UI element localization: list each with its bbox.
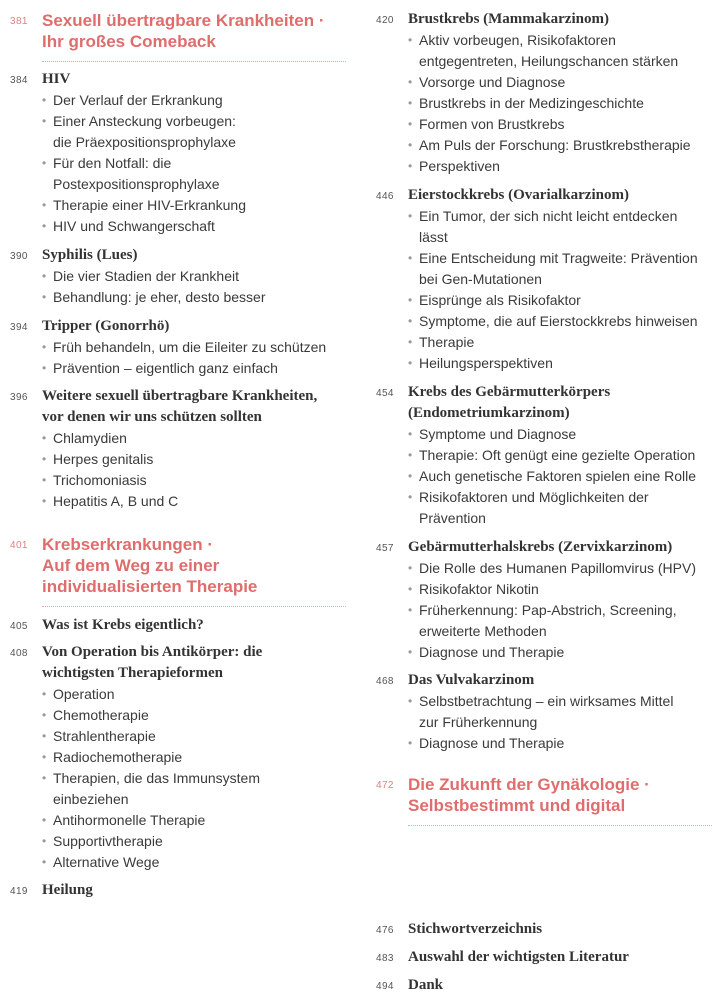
list-item[interactable]: • Supportivtherapie (42, 831, 356, 852)
chapter-title: Die Zukunft der Gynäkologie · Selbstbestimmt und digital (408, 775, 650, 815)
section-title: Auswahl der wichtigsten Literatur (408, 949, 629, 965)
list-item[interactable]: erweiterte Methoden (419, 623, 547, 639)
list-item[interactable]: • Formen von Brustkrebs (408, 114, 727, 135)
subsection-list (42, 90, 356, 237)
list-item[interactable]: • Chlamydien (42, 428, 356, 449)
list-item[interactable]: • Für den Notfall: die (42, 153, 356, 174)
page-number: 401 (10, 540, 28, 551)
list-item[interactable]: • Eisprünge als Risikofaktor (408, 290, 727, 311)
list-item[interactable]: • Früh behandeln, um die Eileiter zu schützen (42, 337, 356, 358)
list-item[interactable]: • Therapien, die das Immunsystem (42, 768, 356, 789)
list-item[interactable]: lässt (419, 229, 448, 245)
section-title: Brustkrebs (Mammakarzinom) (408, 11, 609, 27)
list-item[interactable]: • Antihormonelle Therapie (42, 810, 356, 831)
section-title: Gebärmutterhalskrebs (Zervixkarzinom) (408, 539, 673, 555)
subsection-list (42, 428, 356, 512)
list-item[interactable]: • Hepatitis A, B und C (42, 491, 356, 512)
list-item[interactable]: • Behandlung: je eher, desto besser (42, 287, 356, 308)
page-number: 408 (10, 648, 28, 659)
page-number: 381 (10, 16, 28, 27)
list-item[interactable]: • Therapie: Oft genügt eine gezielte Operation (408, 445, 727, 466)
list-item[interactable]: • Operation (42, 684, 356, 705)
subsection-list (408, 691, 727, 754)
list-item[interactable]: • Chemotherapie (42, 705, 356, 726)
page-number: 405 (10, 621, 28, 632)
list-item[interactable]: die Präexpositionsprophylaxe (53, 134, 236, 150)
list-item[interactable]: • Trichomoniasis (42, 470, 356, 491)
list-item[interactable]: • Auch genetische Faktoren spielen eine Rolle (408, 466, 727, 487)
list-item[interactable]: entgegentreten, Heilungschancen stärken (419, 53, 679, 69)
list-item[interactable]: • Alternative Wege (42, 852, 356, 873)
list-item[interactable]: • Risikofaktor Nikotin (408, 579, 727, 600)
list-item[interactable]: • Diagnose und Therapie (408, 642, 727, 663)
chapter-title: Sexuell übertragbare Krankheiten · Ihr großes Comeback (42, 11, 325, 51)
subsection-list (408, 558, 727, 663)
page-number: 446 (376, 191, 394, 202)
section-title: Was ist Krebs eigentlich? (42, 617, 204, 633)
page-number: 420 (376, 15, 394, 26)
list-item[interactable]: • Selbstbetrachtung – ein wirksames Mittel (408, 691, 727, 712)
page-number: 457 (376, 543, 394, 554)
section-title: Krebs des Gebärmutterkörpers (Endometriumkarzinom) (408, 384, 611, 421)
subsection-list (42, 684, 356, 873)
list-item[interactable]: • Aktiv vorbeugen, Risikofaktoren (408, 30, 727, 51)
section-title: Syphilis (Lues) (42, 247, 138, 263)
page-number: 390 (10, 251, 28, 262)
subsection-list (42, 337, 356, 379)
chapter-divider (42, 61, 346, 62)
list-item[interactable]: • Risikofaktoren und Möglichkeiten der (408, 487, 727, 508)
page-number: 396 (10, 392, 28, 403)
list-item[interactable]: einbeziehen (53, 791, 129, 807)
section-title: Eierstockkrebs (Ovarialkarzinom) (408, 187, 629, 203)
list-item[interactable]: • Eine Entscheidung mit Tragweite: Prävention (408, 248, 727, 269)
section-title: Heilung (42, 882, 93, 898)
list-item[interactable]: • Am Puls der Forschung: Brustkrebstherapie (408, 135, 727, 156)
list-item[interactable]: • Ein Tumor, der sich nicht leicht entdecken (408, 206, 727, 227)
list-item[interactable]: • Der Verlauf der Erkrankung (42, 90, 356, 111)
subsection-list (42, 266, 356, 308)
section-title: Stichwortverzeichnis (408, 921, 543, 937)
subsection-list (408, 206, 727, 374)
list-item[interactable]: • Die vier Stadien der Krankheit (42, 266, 356, 287)
page-number: 454 (376, 388, 394, 399)
list-item[interactable]: • Heilungsperspektiven (408, 353, 727, 374)
list-item[interactable]: Postexpositionsprophylaxe (53, 176, 220, 192)
page-number: 476 (376, 925, 394, 936)
list-item[interactable]: • Früherkennung: Pap-Abstrich, Screening, (408, 600, 727, 621)
list-item[interactable]: • Perspektiven (408, 156, 727, 177)
chapter-divider (408, 825, 712, 826)
list-item[interactable]: • Diagnose und Therapie (408, 733, 727, 754)
page-number: 419 (10, 886, 28, 897)
subsection-list (408, 30, 727, 177)
section-title: Das Vulvakarzinom (408, 672, 535, 688)
page-number: 494 (376, 981, 394, 992)
list-item[interactable]: • Symptome und Diagnose (408, 424, 727, 445)
list-item[interactable]: • Radiochemotherapie (42, 747, 356, 768)
section-title: Dank (408, 977, 444, 993)
section-title: Von Operation bis Antikörper: die wichtigsten Therapieformen (42, 644, 263, 681)
list-item[interactable]: • Strahlentherapie (42, 726, 356, 747)
list-item[interactable]: • Vorsorge und Diagnose (408, 72, 727, 93)
section-title: HIV (42, 71, 71, 87)
page-number: 472 (376, 780, 394, 791)
section-title: Tripper (Gonorrhö) (42, 318, 170, 334)
list-item[interactable]: • Die Rolle des Humanen Papillomvirus (HPV) (408, 558, 727, 579)
page-number: 468 (376, 676, 394, 687)
list-item[interactable]: • HIV und Schwangerschaft (42, 216, 356, 237)
list-item[interactable]: Prävention (419, 510, 486, 526)
section-title: Weitere sexuell übertragbare Krankheiten, vor denen wir uns schützen sollten (42, 388, 318, 425)
list-item[interactable]: • Therapie einer HIV-Erkrankung (42, 195, 356, 216)
list-item[interactable]: • Einer Ansteckung vorbeugen: (42, 111, 356, 132)
list-item[interactable]: • Herpes genitalis (42, 449, 356, 470)
subsection-list (408, 424, 727, 529)
list-item[interactable]: zur Früherkennung (419, 714, 538, 730)
chapter-title: Krebserkrankungen · Auf dem Weg zu einer individualisierten Therapie (42, 535, 258, 596)
list-item[interactable]: • Prävention – eigentlich ganz einfach (42, 358, 356, 379)
list-item[interactable]: • Symptome, die auf Eierstockkrebs hinweisen (408, 311, 727, 332)
list-item[interactable]: • Brustkrebs in der Medizingeschichte (408, 93, 727, 114)
page-number: 384 (10, 75, 28, 86)
page-number: 483 (376, 953, 394, 964)
chapter-divider (42, 606, 346, 607)
page-number: 394 (10, 322, 28, 333)
list-item[interactable]: • Therapie (408, 332, 727, 353)
list-item[interactable]: bei Gen-Mutationen (419, 271, 542, 287)
